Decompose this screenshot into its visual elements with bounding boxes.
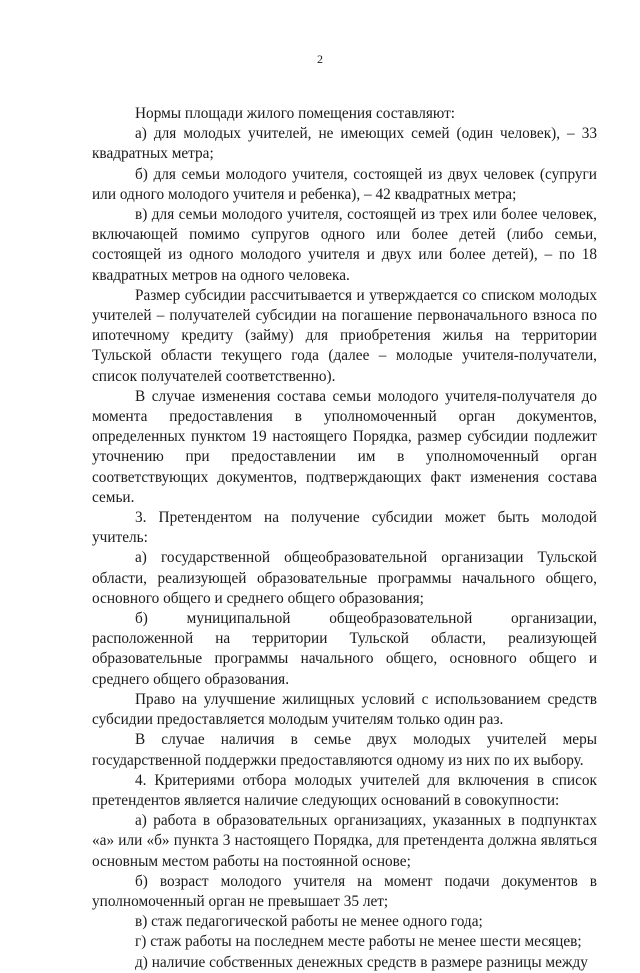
paragraph-norm-single: а) для молодых учителей, не имеющих семей (один человек), – 33 квадратных метра; bbox=[92, 125, 597, 163]
page-number: 2 bbox=[317, 52, 323, 66]
paragraph-clause-4e: д) наличие собственных денежных средств в размере разницы между bbox=[135, 953, 588, 971]
paragraph-clause-3a: а) государственной общеобразовательной организации Тульской области, реализующей образовательные программы начального общего, основного общего и среднего общего образования; bbox=[92, 549, 597, 607]
paragraph-norm-three-or-more: в) для семьи молодого учителя, состоящей из трех или более человек, включающей помимо супругов одного или более детей (либо семьи, состоящей из одного молодого учителя и двух или более детей), – по 18 квадратных метров на одного человека. bbox=[92, 206, 597, 284]
paragraph-clause-4: 4. Критериями отбора молодых учителей для включения в список претендентов является наличие следующих оснований в совокупности: bbox=[92, 771, 597, 809]
paragraph-living-space-norms: Нормы площади жилого помещения составляют: bbox=[135, 105, 456, 122]
paragraph-one-time-right: Право на улучшение жилищных условий с использованием средств субсидии предоставляется молодым учителям только один раз. bbox=[92, 690, 597, 729]
paragraph-clause-4d: г) стаж работы на последнем месте работы не менее шести месяцев; bbox=[135, 933, 582, 951]
paragraph-two-teachers: В случае наличия в семье двух молодых учителей меры государственной поддержки предоставляются одному из них по их выбору. bbox=[92, 731, 597, 769]
paragraph-clause-4b: б) возраст молодого учителя на момент подачи документов в уполномоченный орган не превышает 35 лет; bbox=[92, 872, 597, 910]
paragraph-subsidy-size: Размер субсидии рассчитывается и утверждается со списком молодых учителей – получателей субсидии на погашение первоначального взноса по ипотечному кредиту (займу) для приобретения жилья на территории Тульской области текущего года (далее – молодые учителя-получатели, список получателей соответственно). bbox=[92, 286, 597, 385]
paragraph-clause-3: 3. Претендентом на получение субсидии может быть молодой учитель: bbox=[92, 509, 597, 547]
paragraph-norm-two-persons: б) для семьи молодого учителя, состоящей из двух человек (супруги или одного молодого учителя и ребенка), – 42 квадратных метра; bbox=[92, 165, 597, 203]
paragraph-clause-4a: а) работа в образовательных организациях, указанных в подпунктах «а» или «б» пункта 3 настоящего Порядка, для претендента должна являться основным местом работы на постоянной основе; bbox=[92, 812, 597, 870]
paragraph-family-change: В случае изменения состава семьи молодого учителя-получателя до момента предоставления в уполномоченный орган документов, определенных пунктом 19 настоящего Порядка, размер субсидии подлежит уточнению при предоставлении им в уполномоченный орган соответствующих документов, подтверждающих факт изменения состава семьи. bbox=[92, 387, 597, 506]
document-body bbox=[92, 104, 597, 973]
paragraph-clause-3b: б) муниципальной общеобразовательной организации, расположенной на территории Тульской области, реализующей образовательные программы начального общего, основного общего и среднего общего образования. bbox=[92, 610, 597, 688]
paragraph-clause-4c: в) стаж педагогической работы не менее одного года; bbox=[135, 913, 483, 931]
